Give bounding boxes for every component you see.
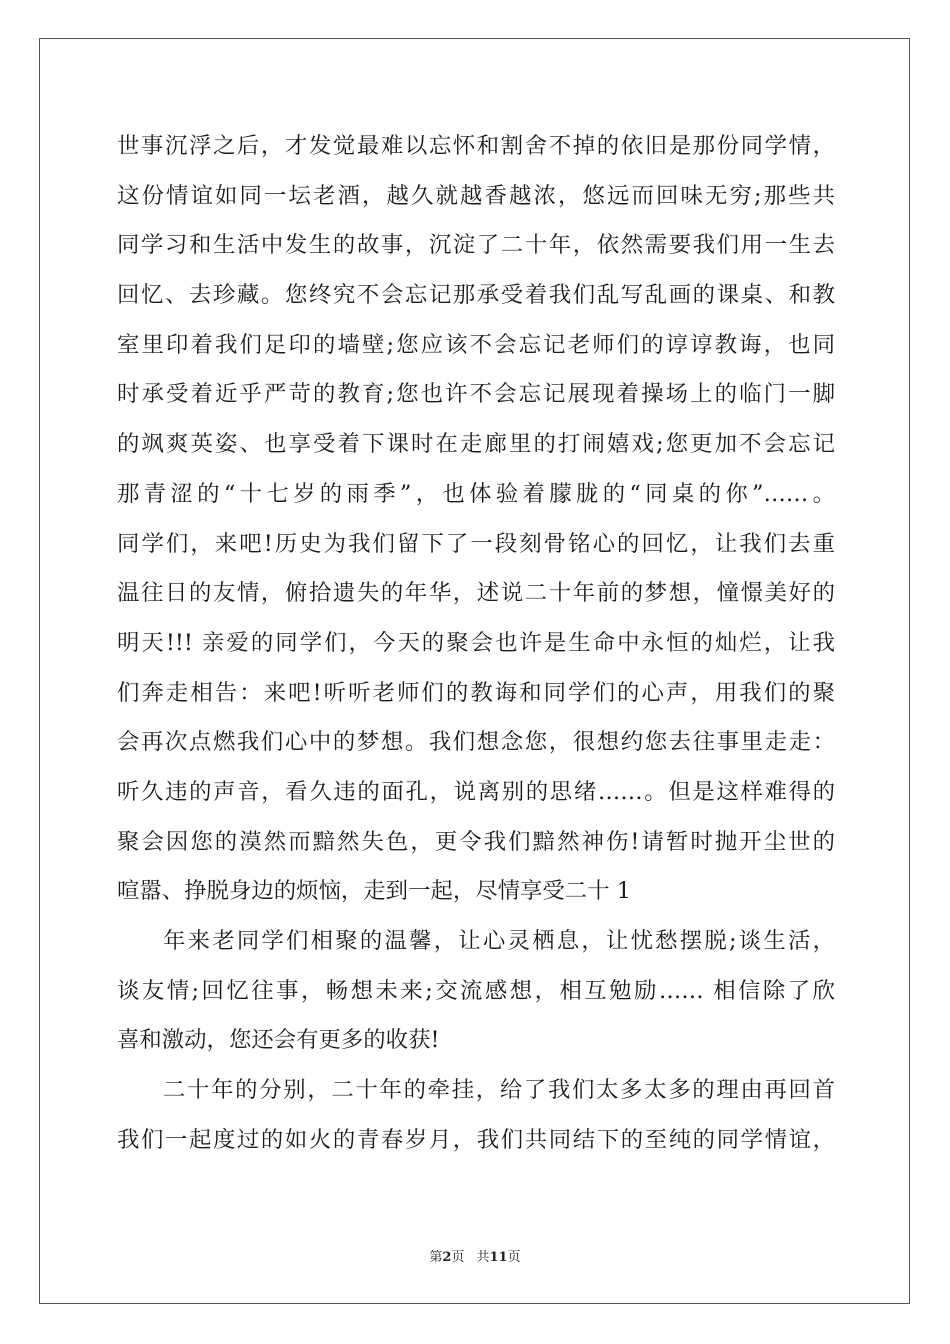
text-line: 聚会因您的漠然而黯然失色，更令我们黯然神伤!请暂时抛开尘世的 <box>117 828 835 855</box>
page-suffix: 页 <box>451 1250 465 1265</box>
text-line: 我们一起度过的如火的青春岁月，我们共同结下的至纯的同学情谊， <box>117 1126 835 1153</box>
text-line: 同学们，来吧!历史为我们留下了一段刻骨铭心的回忆，让我们去重 <box>117 530 835 557</box>
paragraph-2 <box>117 921 835 1070</box>
text-line: 明天!!! 亲爱的同学们，今天的聚会也许是生命中永恒的灿烂，让我 <box>117 629 835 656</box>
paragraph-1 <box>117 126 835 921</box>
text-line: 年来老同学们相聚的温馨，让心灵栖息，让忧愁摆脱;谈生活， <box>163 928 835 954</box>
text-line: 会再次点燃我们心中的梦想。我们想念您，很想约您去往事里走走： <box>117 729 835 756</box>
text-line: 喜和激动，您还会有更多的收获! <box>117 1027 440 1054</box>
total-suffix: 页 <box>507 1250 521 1265</box>
page-prefix: 第 <box>429 1250 443 1265</box>
text-line: 喧嚣、挣脱身边的烦恼，走到一起，尽情享受二十 1 <box>117 878 631 905</box>
text-line: 谈友情;回忆往事，畅想未来;交流感想，相互勉励…… 相信除了欣 <box>117 977 835 1004</box>
text-line: 回忆、去珍藏。您终究不会忘记那承受着我们乱写乱画的课桌、和教 <box>117 282 835 309</box>
paragraph-3 <box>117 1070 835 1169</box>
document-body <box>117 126 835 1169</box>
text-line: 那青涩的“十七岁的雨季”，也体验着朦胧的“同桌的你”……。 <box>117 480 835 507</box>
text-line: 时承受着近乎严苛的教育;您也许不会忘记展现着操场上的临门一脚 <box>117 381 835 408</box>
text-line: 同学习和生活中发生的故事，沉淀了二十年，依然需要我们用一生去 <box>117 232 835 259</box>
page-current-number: 2 <box>442 1250 452 1265</box>
text-line: 世事沉浮之后，才发觉最难以忘怀和割舍不掉的依旧是那份同学情， <box>117 133 835 159</box>
page-footer <box>0 1246 950 1265</box>
text-line: 们奔走相告：来吧!听听老师们的教诲和同学们的心声，用我们的聚 <box>117 679 835 706</box>
text-line: 温往日的友情，俯拾遗失的年华，述说二十年前的梦想，憧憬美好的 <box>117 580 835 607</box>
total-prefix: 共 <box>476 1250 490 1265</box>
text-line: 这份情谊如同一坛老酒，越久就越香越浓，悠远而回味无穷;那些共 <box>117 182 835 209</box>
text-line: 室里印着我们足印的墙壁;您应该不会忘记老师们的谆谆教诲，也同 <box>117 331 835 358</box>
text-line: 二十年的分别，二十年的牵挂，给了我们太多太多的理由再回首 <box>163 1077 835 1104</box>
text-line: 的飒爽英姿、也享受着下课时在走廊里的打闹嬉戏;您更加不会忘记 <box>117 431 835 458</box>
text-line: 听久违的声音，看久违的面孔，说离别的思绪……。但是这样难得的 <box>117 778 835 805</box>
page-total-number: 11 <box>489 1250 508 1265</box>
